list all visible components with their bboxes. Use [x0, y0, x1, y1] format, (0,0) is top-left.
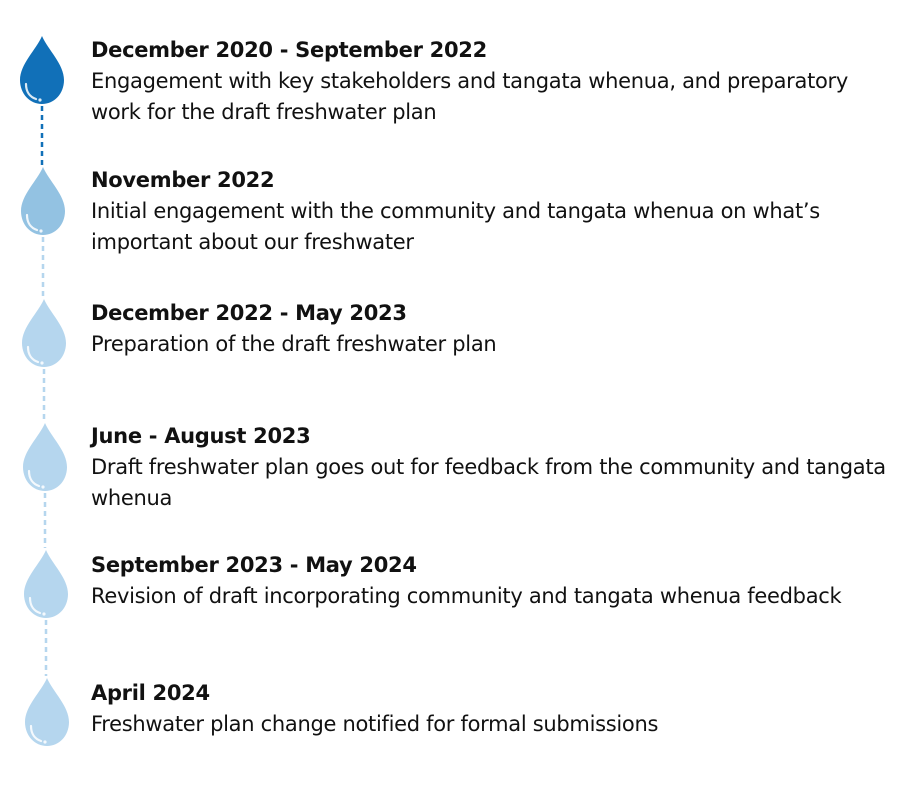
water-drop-icon — [20, 421, 70, 493]
milestone-date: September 2023 - May 2024 — [91, 553, 417, 577]
milestone-date: November 2022 — [91, 168, 275, 192]
milestone-description: Initial engagement with the community and tangata whenua on what’s important about our freshwater — [91, 199, 820, 254]
milestone-description: Preparation of the draft freshwater plan — [91, 332, 497, 356]
water-drop-icon — [21, 548, 71, 620]
milestone-description: Draft freshwater plan goes out for feedback from the community and tangata whenua — [91, 455, 886, 510]
milestone-date: December 2022 - May 2023 — [91, 301, 407, 325]
milestone-description: Revision of draft incorporating community and tangata whenua feedback — [91, 584, 842, 608]
milestone-description: Freshwater plan change notified for formal submissions — [91, 712, 659, 736]
water-drop-icon — [22, 676, 72, 748]
milestone-date: December 2020 - September 2022 — [91, 38, 487, 62]
milestone-description: Engagement with key stakeholders and tangata whenua, and preparatory work for the draft freshwater plan — [91, 69, 849, 124]
milestone-date: June - August 2023 — [91, 424, 311, 448]
water-drop-icon — [18, 165, 68, 237]
milestone-date: April 2024 — [91, 681, 210, 705]
water-drop-icon — [17, 34, 67, 106]
water-drop-icon — [19, 297, 69, 369]
